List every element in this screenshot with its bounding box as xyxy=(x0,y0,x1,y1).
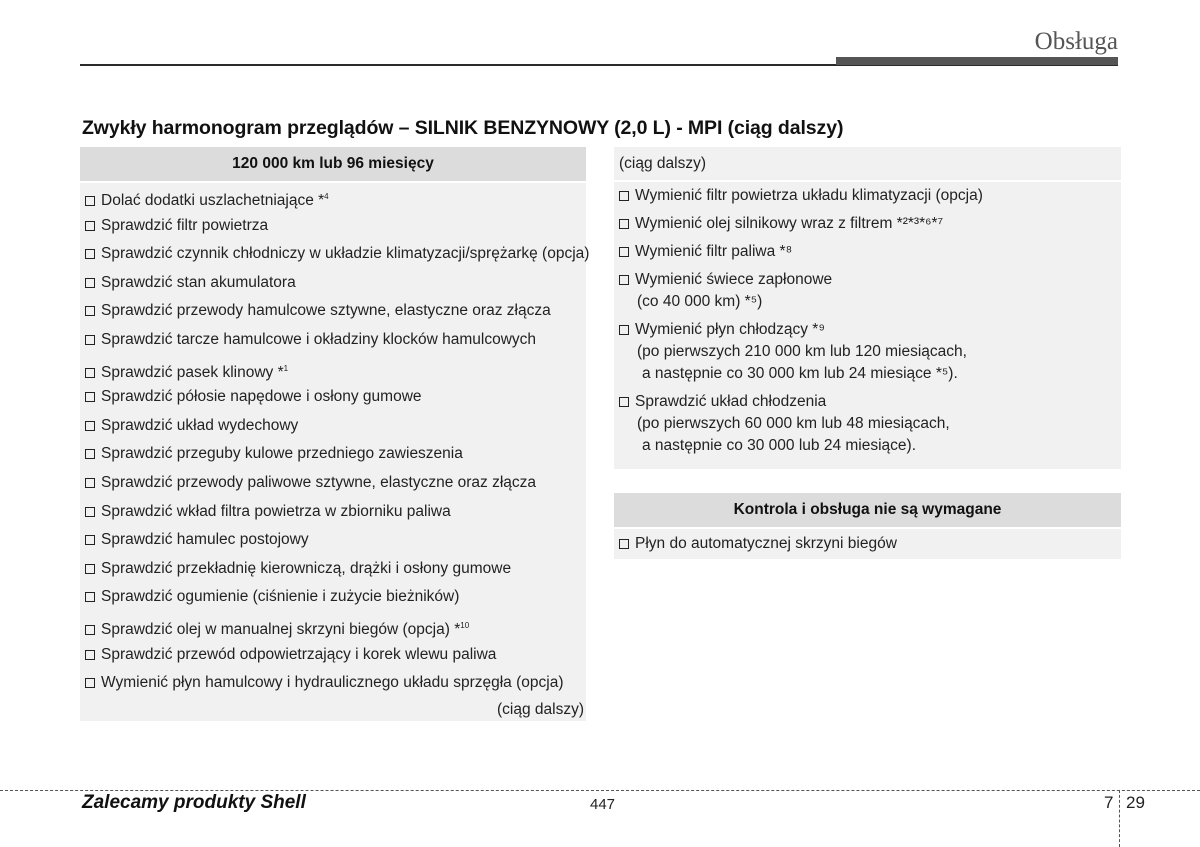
list-item xyxy=(80,498,586,527)
list-item-text: Sprawdzić tarcze hamulcowe i okładziny klocków hamulcowych xyxy=(101,330,537,348)
list-item xyxy=(80,297,586,326)
list-item xyxy=(80,326,586,355)
left-items-list xyxy=(80,183,590,698)
checkbox-square-icon xyxy=(619,325,629,335)
list-item xyxy=(80,355,586,384)
list-item-text: Wymienić filtr paliwa *⁸ xyxy=(635,243,793,260)
list-item xyxy=(614,529,1121,559)
checkbox-square-icon xyxy=(619,219,629,229)
footnote-ref: 1 xyxy=(283,363,289,373)
footer-vertical-rule xyxy=(1119,790,1120,847)
list-item-text: Wymienić filtr powietrza układu klimatyzacji (opcja) xyxy=(635,187,983,204)
not-required-header: Kontrola i obsługa nie są wymagane xyxy=(614,493,1121,529)
list-item xyxy=(80,240,590,269)
list-item-text: Wymienić płyn hamulcowy i hydraulicznego układu sprzęgła (opcja) xyxy=(101,674,564,692)
left-schedule-panel xyxy=(80,147,590,721)
list-item xyxy=(80,183,586,212)
footnote-ref: 4 xyxy=(324,192,329,201)
continued-label: (ciąg dalszy) xyxy=(497,701,584,718)
footer-chapter-page: 29 xyxy=(1126,793,1145,812)
header-accent-bar xyxy=(836,57,1118,65)
checkbox-square-icon xyxy=(85,392,95,402)
checkbox-square-icon xyxy=(85,278,95,288)
list-item xyxy=(614,316,1121,388)
checkbox-square-icon xyxy=(85,249,95,259)
checkbox-square-icon xyxy=(619,275,629,285)
list-item xyxy=(80,669,586,698)
list-item-text: Dolać dodatki uszlachetniające * xyxy=(101,192,325,209)
checkbox-square-icon xyxy=(619,191,629,201)
checkbox-square-icon xyxy=(85,196,95,206)
checkbox-square-icon xyxy=(619,539,629,549)
list-item-text: Sprawdzić stan akumulatora xyxy=(101,273,296,291)
list-item-text: Sprawdzić pasek klinowy * xyxy=(101,363,284,381)
checkbox-square-icon xyxy=(85,221,95,231)
not-required-panel xyxy=(614,493,1121,559)
list-item-text: Sprawdzić przekładnię kierowniczą, drążki i osłony gumowe xyxy=(101,559,512,577)
list-item xyxy=(614,238,1121,266)
list-item-text: Sprawdzić przewody hamulcowe sztywne, elastyczne oraz złącza xyxy=(101,302,551,320)
checkbox-square-icon xyxy=(85,678,95,688)
checkbox-square-icon xyxy=(85,421,95,431)
footer-brand: Zalecamy produkty Shell xyxy=(82,792,306,813)
list-item-subtext: (po pierwszych 60 000 km lub 48 miesiącach, xyxy=(637,415,950,432)
list-item-text: Sprawdzić przewody paliwowe sztywne, elastyczne oraz złącza xyxy=(101,473,537,491)
list-item-text: Sprawdzić przeguby kulowe przedniego zawieszenia xyxy=(101,445,463,463)
checkbox-square-icon xyxy=(85,650,95,660)
list-item xyxy=(614,388,1121,460)
checkbox-square-icon xyxy=(85,564,95,574)
list-item-text: Sprawdzić czynnik chłodniczy w układzie klimatyzacji/sprężarkę (opcja) xyxy=(101,245,590,263)
list-item-text: Wymienić świece zapłonowe xyxy=(635,271,833,288)
footer-page-number: 447 xyxy=(590,796,616,813)
list-item xyxy=(80,612,586,641)
list-item-subtext: (po pierwszych 210 000 km lub 120 miesiącach, xyxy=(637,343,967,360)
left-panel-header: 120 000 km lub 96 miesięcy xyxy=(80,147,586,183)
list-item xyxy=(80,583,586,612)
list-item xyxy=(80,469,586,498)
checkbox-square-icon xyxy=(85,368,95,378)
section-title: Obsługa xyxy=(1034,28,1118,55)
list-item-subtext: a następnie co 30 000 lub 24 miesiące). xyxy=(642,437,917,454)
list-item-subtext: (co 40 000 km) *⁵) xyxy=(637,293,763,310)
footer-rule xyxy=(0,790,1200,791)
checkbox-square-icon xyxy=(85,507,95,517)
list-item-text: Sprawdzić ogumienie (ciśnienie i zużycie bieżników) xyxy=(101,588,460,606)
list-item xyxy=(614,210,1121,238)
checkbox-square-icon xyxy=(85,306,95,316)
list-item xyxy=(614,266,1121,316)
list-item-text: Sprawdzić wkład filtra powietrza w zbiorniku paliwa xyxy=(101,502,451,520)
checkbox-square-icon xyxy=(619,397,629,407)
list-item xyxy=(80,269,586,298)
page-heading: Zwykły harmonogram przeglądów – SILNIK BENZYNOWY (2,0 L) - MPI (ciąg dalszy) xyxy=(82,117,844,139)
list-item-text: Wymienić płyn chłodzący *⁹ xyxy=(635,321,825,338)
list-item-text: Sprawdzić układ chłodzenia xyxy=(635,393,827,410)
list-item xyxy=(80,440,586,469)
list-item-text: Płyn do automatycznej skrzyni biegów xyxy=(635,535,897,552)
checkbox-square-icon xyxy=(85,625,95,635)
right-schedule-panel xyxy=(614,147,1121,469)
list-item xyxy=(80,526,586,555)
list-item-text: Sprawdzić filtr powietrza xyxy=(101,216,269,234)
checkbox-square-icon xyxy=(85,592,95,602)
list-item-text: Sprawdzić półosie napędowe i osłony gumowe xyxy=(101,388,422,406)
continued-top-label: (ciąg dalszy) xyxy=(614,147,1121,182)
list-item xyxy=(80,641,586,670)
list-item-text: Sprawdzić hamulec postojowy xyxy=(101,531,309,549)
list-item xyxy=(80,555,586,584)
right-items-list xyxy=(614,182,1121,460)
list-item xyxy=(80,412,586,441)
list-item-text: Sprawdzić przewód odpowietrzający i korek wlewu paliwa xyxy=(101,645,497,663)
checkbox-square-icon xyxy=(85,449,95,459)
list-item xyxy=(80,212,586,241)
not-required-list xyxy=(614,529,1121,559)
list-item-text: Sprawdzić układ wydechowy xyxy=(101,416,299,434)
footnote-ref: 10 xyxy=(460,620,470,630)
checkbox-square-icon xyxy=(619,247,629,257)
footer-chapter: 7 xyxy=(1104,793,1114,812)
list-item-text: Sprawdzić olej w manualnej skrzyni biegów (opcja) * xyxy=(101,620,461,638)
checkbox-square-icon xyxy=(85,335,95,345)
list-item-subtext: a następnie co 30 000 km lub 24 miesiące *⁵). xyxy=(642,365,958,382)
checkbox-square-icon xyxy=(85,535,95,545)
checkbox-square-icon xyxy=(85,478,95,488)
list-item xyxy=(80,383,586,412)
list-item xyxy=(614,182,1121,210)
list-item-text: Wymienić olej silnikowy wraz z filtrem *²*³*⁶*⁷ xyxy=(635,215,944,232)
